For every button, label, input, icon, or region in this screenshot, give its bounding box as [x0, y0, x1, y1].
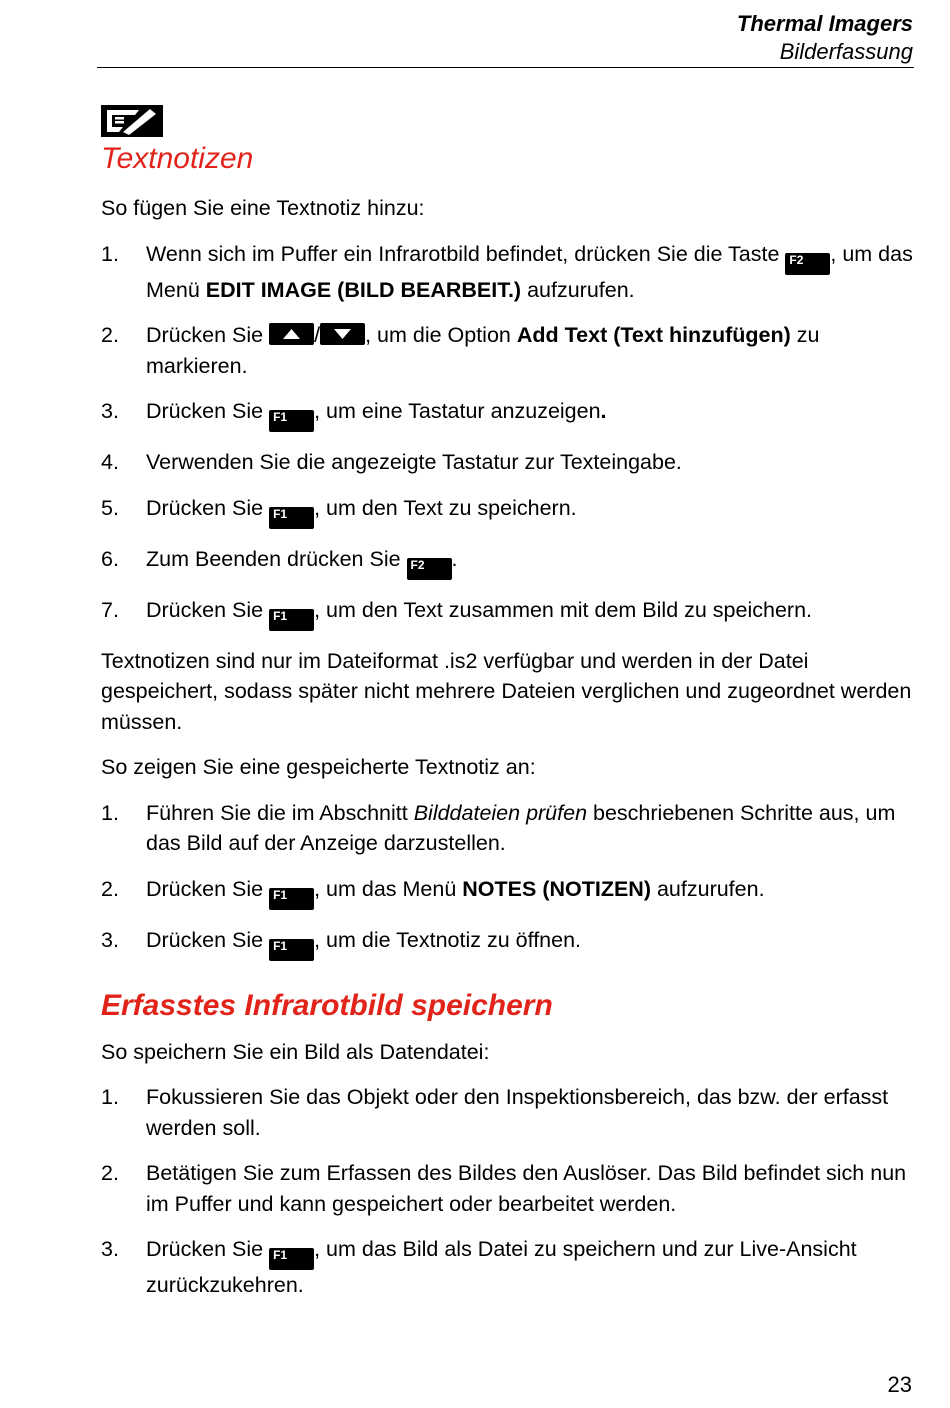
page-header [737, 10, 913, 66]
section-heading-save-image: Erfasstes Infrarotbild speichern [101, 988, 553, 1022]
add-note-steps [101, 239, 913, 631]
intro-add-note: So fügen Sie eine Textnotiz hinzu: [101, 196, 425, 220]
list-item: 2. Drücken Sie F1 , um das Menü NOTES (NOTIZEN) aufzurufen. [101, 874, 913, 910]
list-item: 2. Drücken Sie / , um die Option Add Text (Text hinzufügen) zu markieren. [101, 323, 820, 378]
list-item: 3. Drücken Sie F1 , um die Textnotiz zu öffnen. [101, 925, 913, 961]
page-content [101, 140, 913, 1301]
list-item: 3. Drücken Sie F1 , um das Bild als Datei zu speichern und zur Live-Ansicht zurückzukehren. [101, 1237, 857, 1297]
save-image-steps [101, 1082, 913, 1301]
view-note-steps [101, 798, 913, 961]
list-item: 1. Führen Sie die im Abschnitt Bilddateien prüfen beschriebenen Schritte aus, um das Bild auf der Anzeige darzustellen. [101, 800, 896, 855]
f1-key-icon: F1 [269, 1248, 314, 1270]
cross-reference: Bilddateien prüfen [413, 800, 588, 825]
page-number: 23 [887, 1372, 912, 1397]
list-item: 4. Verwenden Sie die angezeigte Tastatur zur Texteingabe. [101, 450, 682, 474]
header-rule [97, 67, 914, 68]
up-arrow-key-icon [269, 323, 314, 345]
list-item: 3. Drücken Sie F1 , um eine Tastatur anzuzeigen. [101, 396, 913, 432]
down-arrow-key-icon [320, 323, 365, 345]
list-item: 7. Drücken Sie F1 , um den Text zusammen mit dem Bild zu speichern. [101, 595, 913, 631]
header-subtitle: Bilderfassung [779, 39, 913, 64]
list-item: 5. Drücken Sie F1 , um den Text zu speichern. [101, 493, 913, 529]
f1-key-icon: F1 [269, 507, 314, 529]
f2-key-icon: F2 [407, 558, 452, 580]
f1-key-icon: F1 [269, 410, 314, 432]
f1-key-icon: F1 [269, 939, 314, 961]
intro-view-note: So zeigen Sie eine gespeicherte Textnotiz an: [101, 755, 536, 779]
f2-key-icon: F2 [785, 253, 830, 275]
list-item: 2. Betätigen Sie zum Erfassen des Bildes den Auslöser. Das Bild befindet sich nun im Puffer und kann gespeichert oder bearbeitet werden. [101, 1161, 907, 1216]
f1-key-icon: F1 [269, 888, 314, 910]
list-item: 6. Zum Beenden drücken Sie F2 . [101, 544, 913, 580]
is2-format-note: Textnotizen sind nur im Dateiformat .is2 verfügbar und werden in der Datei gespeichert, sodass später nicht mehrere Dateien verglichen und zugeordnet werden müssen. [101, 648, 912, 734]
intro-save-image: So speichern Sie ein Bild als Datendatei: [101, 1039, 490, 1064]
f1-key-icon: F1 [269, 609, 314, 631]
text-note-icon [101, 105, 163, 137]
list-item: 1. Fokussieren Sie das Objekt oder den Inspektionsbereich, das bzw. der erfasst werden soll. [101, 1085, 889, 1140]
header-title: Thermal Imagers [736, 11, 913, 36]
list-item: 1. Wenn sich im Puffer ein Infrarotbild befindet, drücken Sie die Taste F2 , um das Menü EDIT IMAGE (BILD BEARBEIT.) aufzurufen. [101, 241, 913, 302]
section-heading-text-notes: Textnotizen [101, 142, 254, 175]
